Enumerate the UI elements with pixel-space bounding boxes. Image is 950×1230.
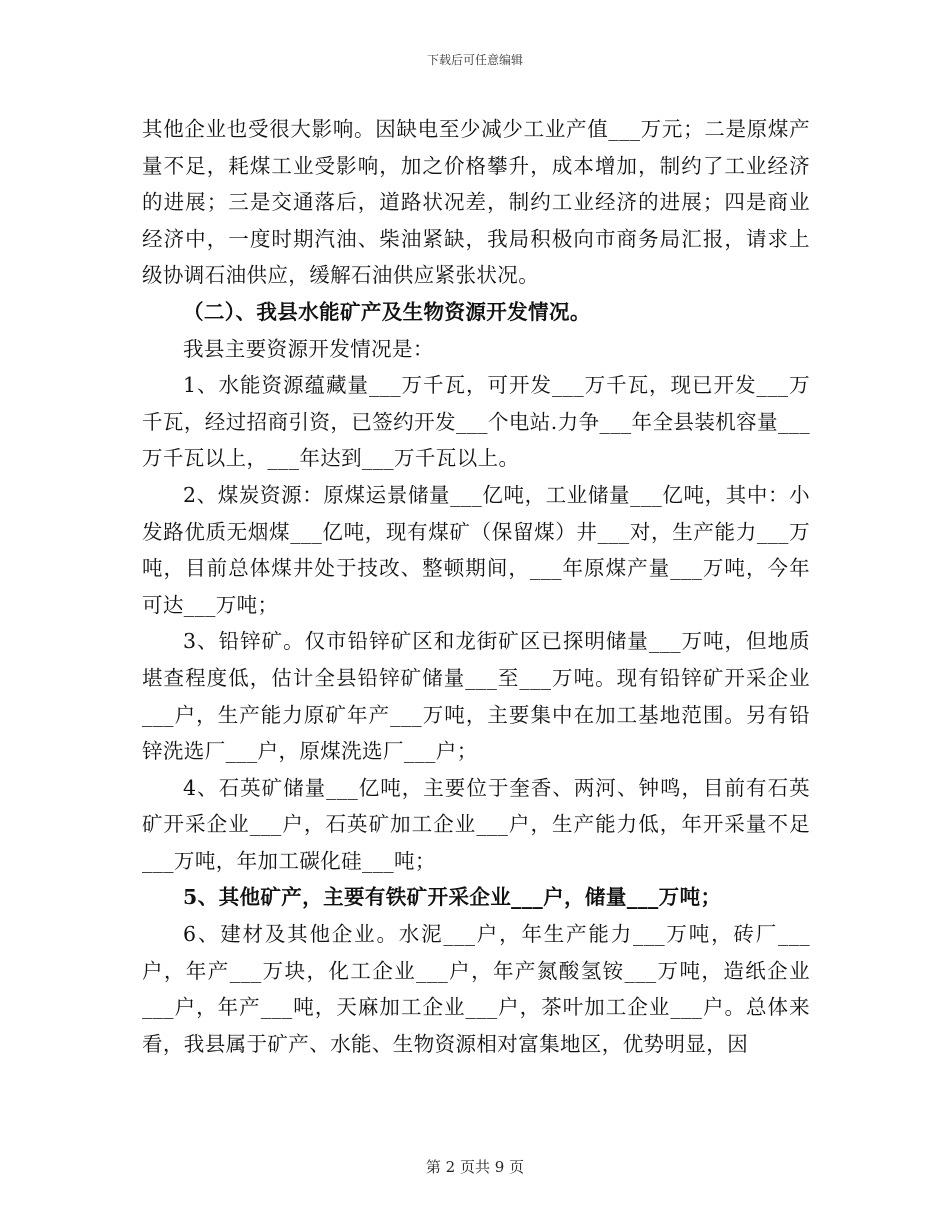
paragraph-coal: 2、煤炭资源：原煤运景储量___亿吨，工业储量___亿吨，其中：小发路优质无烟煤___亿吨，现有煤矿（保留煤）井___对，生产能力___万吨，目前总体煤井处于技改、整顿期间，___年原煤产量___万吨，今年可达___万吨； — [142, 482, 810, 617]
paragraph-quartz: 4、石英矿储量___亿吨，主要位于奎香、两河、钟鸣，目前有石英矿开采企业___户，石英矿加工企业___户，生产能力低，年开采量不足___万吨，年加工碳化硅___吨； — [142, 775, 810, 873]
paragraph-lead-zinc: 3、铅锌矿。仅市铅锌矿区和龙街矿区已探明储量___万吨，但地质堪查程度低，估计全县铅锌矿储量___至___万吨。现有铅锌矿开采企业___户，生产能力原矿年产___万吨，主要集中在加工基地范围。另有铅锌洗选厂___户，原煤洗选厂___户； — [142, 629, 810, 764]
paragraph-other-minerals: 5、其他矿产，主要有铁矿开采企业___户，储量___万吨； — [183, 885, 722, 910]
page-footer: 第 2 页共 9 页 — [425, 1158, 525, 1176]
paragraph-intro: 我县主要资源开发情况是： — [183, 336, 434, 361]
paragraph-hydropower: 1、水能资源蕴藏量___万千瓦，可开发___万千瓦，现已开发___万千瓦，经过招商引资，已签约开发___个电站.力争___年全县装机容量___万千瓦以上，___年达到___万千瓦以上。 — [142, 373, 810, 471]
paragraph-building-materials: 6、建材及其他企业。水泥___户，年生产能力___万吨，砖厂___户，年产___万块，化工企业___户，年产氮酸氢铵___万吨，造纸企业___户，年产___吨，天麻加工企业___户，茶叶加工企业___户。总体来看，我县属于矿产、水能、生物资源相对富集地区，优势明显，因 — [142, 922, 810, 1056]
document-body — [142, 111, 810, 1062]
section-heading-resources: （二）、我县水能矿产及生物资源开发情况。 — [183, 299, 591, 324]
paragraph-industry-impact: 其他企业也受很大影响。因缺电至少减少工业产值___万元；二是原煤产量不足，耗煤工业受影响，加之价格攀升，成本增加，制约了工业经济的进展；三是交通落后，道路状况差，制约工业经济的进展；四是商业经济中，一度时期汽油、柴油紧缺，我局积极向市商务局汇报，请求上级协调石油供应，缓解石油供应紧张状况。 — [142, 117, 810, 288]
page-header: 下载后可任意编辑 — [426, 53, 523, 67]
